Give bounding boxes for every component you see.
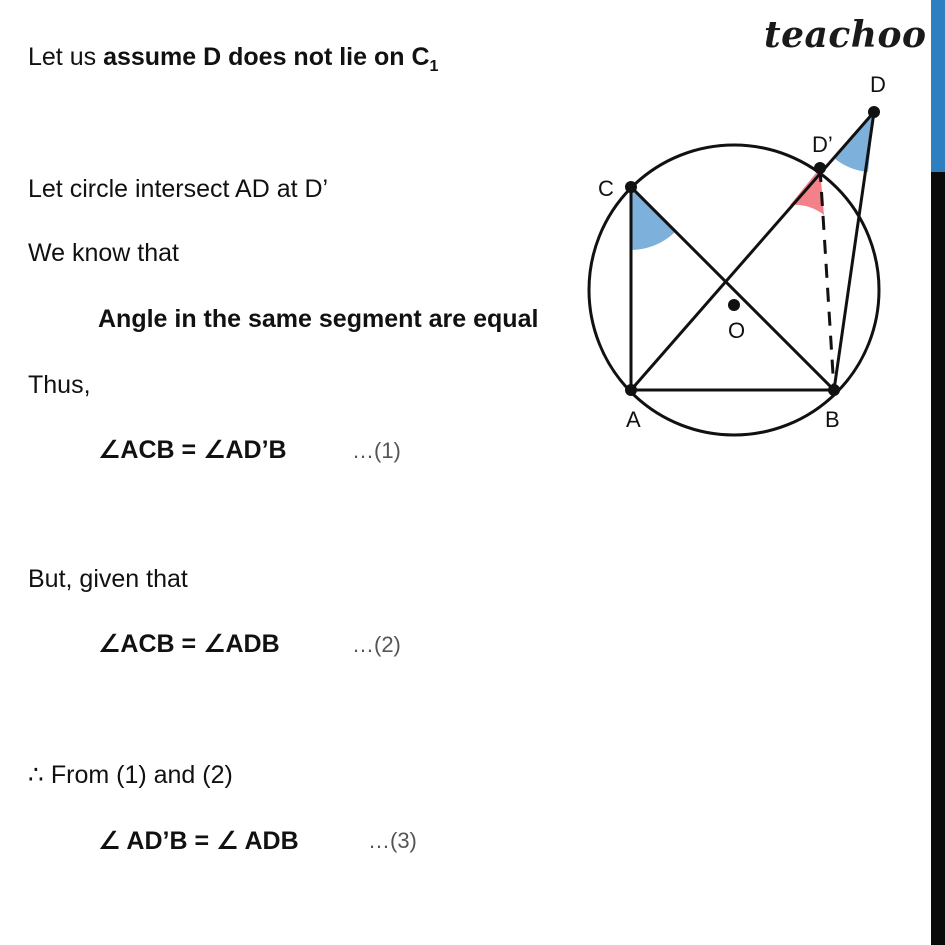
assumption-subscript: 1 — [429, 58, 439, 75]
point-b — [828, 384, 840, 396]
point-o — [728, 299, 740, 311]
label-a: A — [626, 407, 641, 432]
equation-2: ∠ACB = ∠ADB — [98, 630, 280, 658]
label-o: O — [728, 318, 746, 343]
know-that-line: We know that — [28, 239, 180, 267]
label-c: C — [598, 176, 614, 201]
segment-cb — [631, 187, 834, 390]
angle-acb-fill — [631, 187, 675, 250]
label-d: D — [870, 72, 886, 97]
label-b: B — [825, 407, 840, 432]
theorem-line: Angle in the same segment are equal — [98, 305, 539, 333]
equation-1-ref: …(1) — [352, 438, 401, 463]
label-dprime: D’ — [812, 132, 833, 157]
segment-dprime-b-dashed — [820, 168, 834, 390]
assumption-bold: assume D does not lie on C — [103, 43, 430, 71]
equation-2-ref: …(2) — [352, 632, 401, 657]
point-d — [868, 106, 880, 118]
point-a — [625, 384, 637, 396]
segment-ad — [631, 112, 874, 390]
teachoo-logo: teachoo — [764, 14, 927, 56]
given-line: But, given that — [28, 565, 188, 593]
assumption-prefix: Let us — [28, 43, 104, 71]
intersect-line: Let circle intersect AD at D’ — [28, 175, 329, 203]
equation-1: ∠ACB = ∠AD’B — [98, 436, 287, 464]
point-dprime — [814, 162, 826, 174]
therefore-line: ∴ From (1) and (2) — [28, 761, 233, 789]
equation-3: ∠ AD’B = ∠ ADB — [98, 827, 299, 855]
thus-line: Thus, — [28, 371, 91, 399]
equation-3-ref: …(3) — [368, 828, 417, 853]
point-c — [625, 181, 637, 193]
